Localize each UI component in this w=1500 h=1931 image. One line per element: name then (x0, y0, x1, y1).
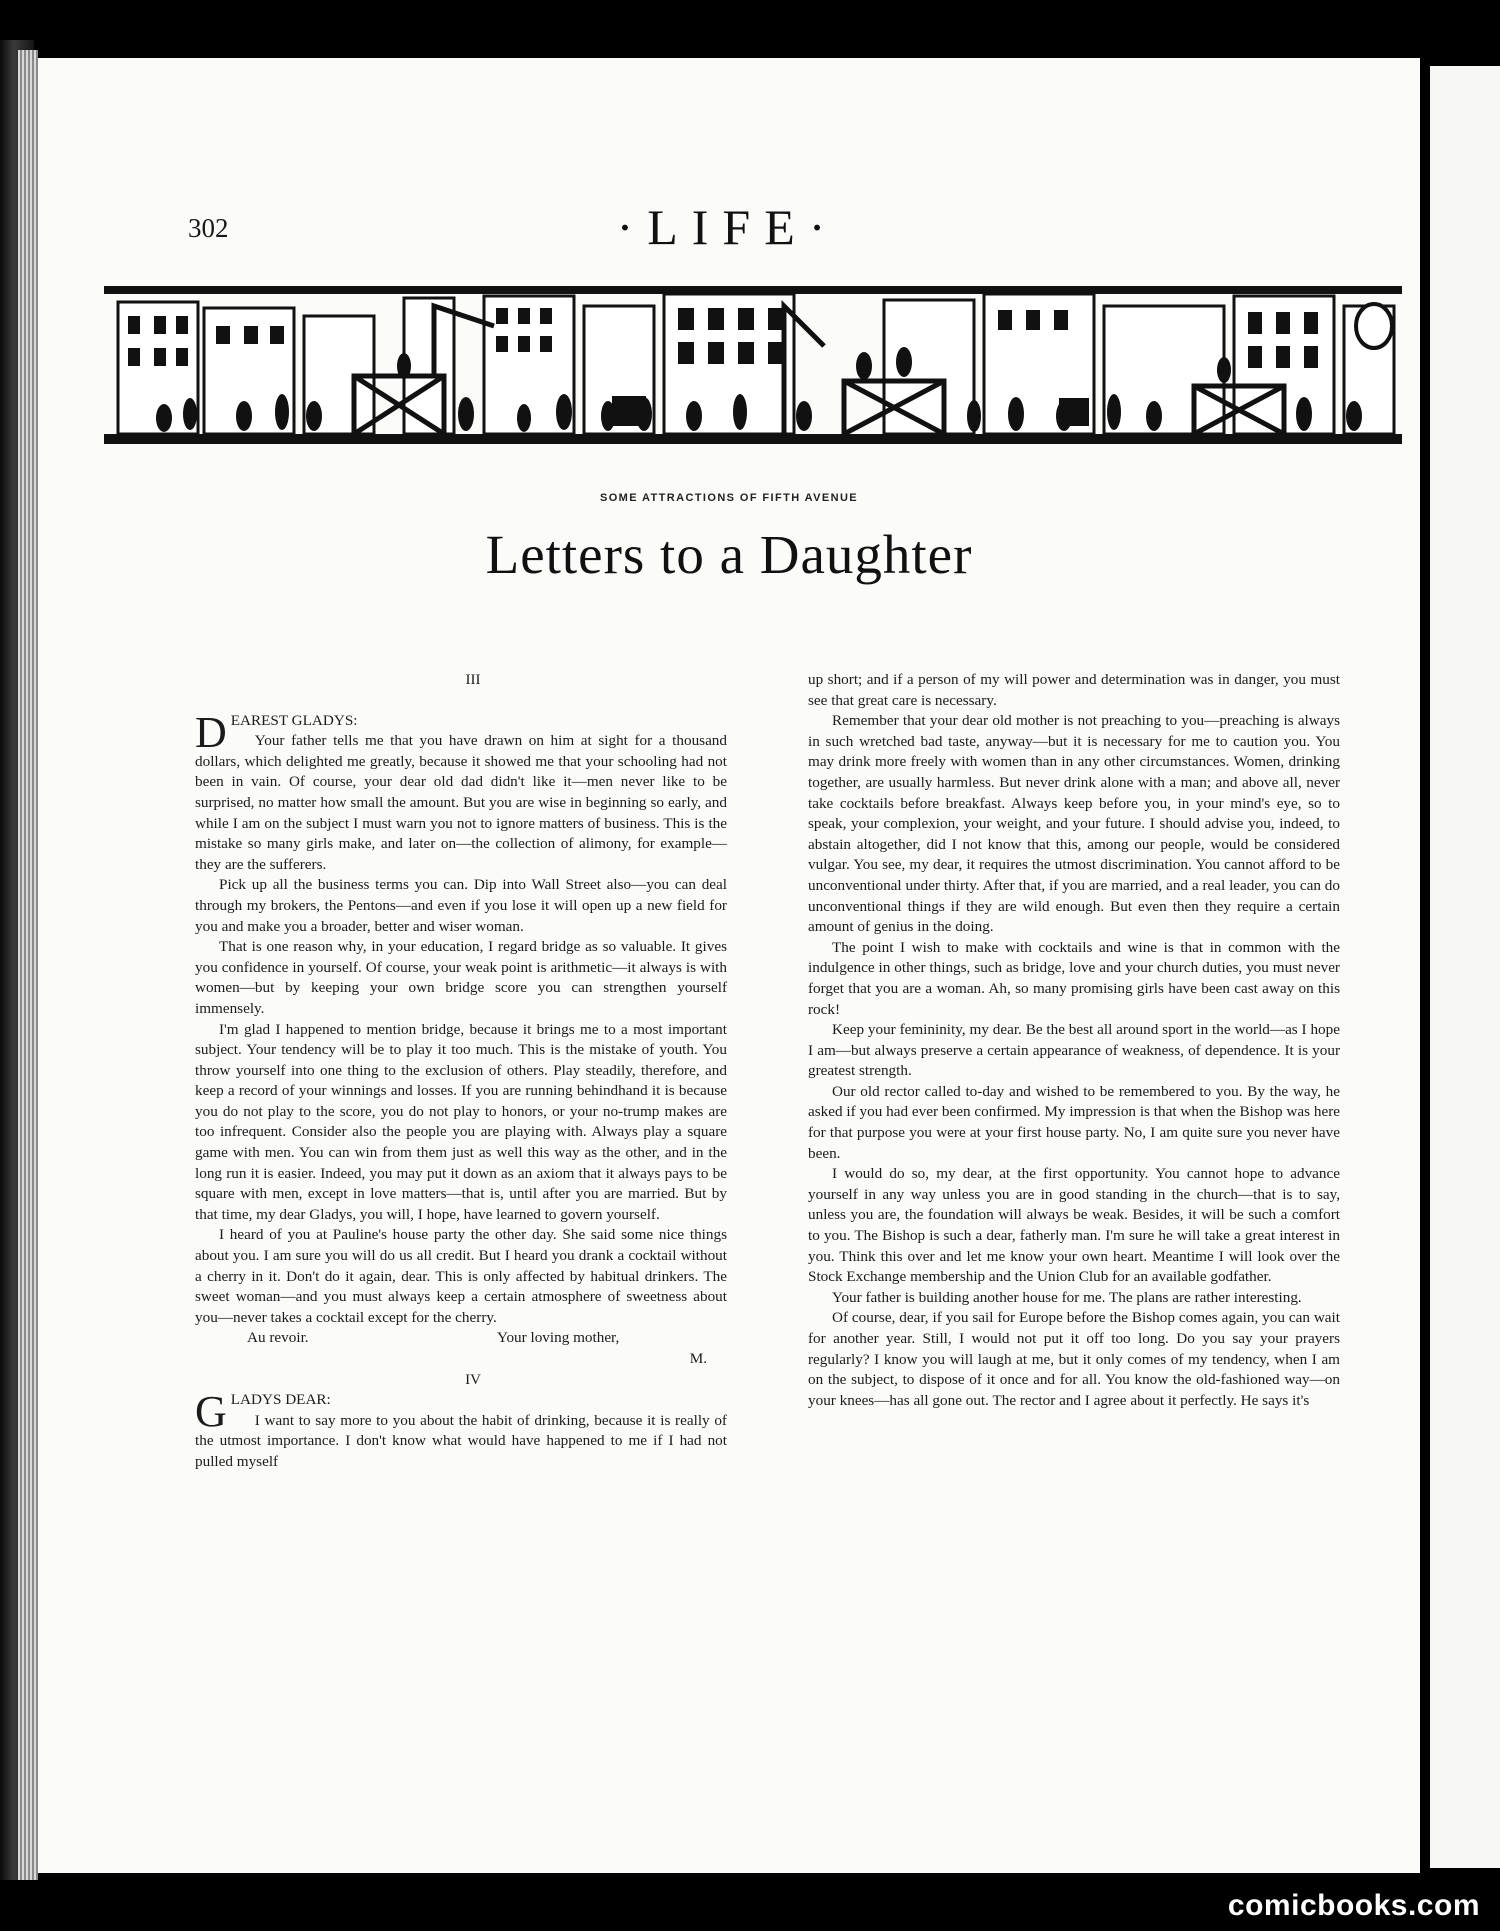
page-edges (18, 50, 38, 1880)
drop-cap-g: G (195, 1387, 227, 1437)
letter-iii-salutation: DEAREST GLADYS: (195, 707, 358, 757)
letter-iv-paragraph: The point I wish to make with cocktails and wine is that in common with the indulgence in other things, such as bridge, love and your church duties, you must never forget that you are a woman. Ah, so many promising girls have been cast away on this rock! (808, 938, 1340, 1018)
illustration-caption: SOME ATTRACTIONS OF FIFTH AVENUE (599, 492, 859, 504)
closing-right: Your loving mother, (497, 1329, 620, 1347)
page-number: 302 (188, 213, 229, 243)
letter-iv-paragraph: Of course, dear, if you sail for Europe before the Bishop comes again, you can wait for another year. Still, I would not put it off too long. Do you say your prayers regularly? I know you will laugh at me, but it only comes of my tendency, when I am on the subject, to dispose of it once and for all. You know the old-fashioned way—on your knees—has all gone out. The rector and I agree about it perfectly. He says it's (808, 1309, 1340, 1409)
signature: M. (689, 1350, 707, 1367)
letter-iv-paragraph: Your father is building another house for me. The plans are rather interesting. (832, 1288, 1302, 1306)
letter-iv-paragraph: Our old rector called to-day and wished to be remembered to you. By the way, he asked if you had ever been confirmed. My impression is that when the Bishop was here for that purpose you were at your first house party. No, I am quite sure you never have been. (808, 1082, 1340, 1162)
article-title: Letters to a Daughter (485, 524, 973, 585)
letter-iv-paragraph: I would do so, my dear, at the first opportunity. You cannot hope to advance yourself in any way unless you are in good standing in the church—that is to say, unless you are, the foundation will always be weak. Besides, it will be such a comfort to you. The Bishop is such a dear, fatherly man. I'm sure he will take a great interest in you. Think this over and let me know your own heart. Meantime I will look over the Stock Exchange membership and the Union Club for an available godfather. (808, 1165, 1340, 1286)
article-column-right (808, 670, 1340, 1411)
letter-iv-paragraph: up short; and if a person of my will power and determination was in danger, you must see that great care is necessary. (808, 671, 1340, 709)
letter-iii-paragraph: Your father tells me that you have drawn on him at sight for a thousand dollars, which delighted me greatly, because it showed me that your schooling had not been in vain. Of course, your dear old dad didn't like it—men never like to be surprised, no matter how small the amount. But you are wise in beginning so early, and while I am on the subject I must warn you not to ignore matters of business. This is the mistake so many girls make, and later on—the collection of alimony, for example—they are the sufferers. (195, 732, 727, 873)
site-watermark: comicbooks.com (1227, 1889, 1480, 1922)
letter-iii-numeral: III (465, 672, 481, 688)
article-column-left (195, 670, 727, 1473)
letter-iv-salutation: GLADYS DEAR: (195, 1387, 331, 1437)
drop-cap-d: D (195, 707, 227, 757)
letter-iii-paragraph: Pick up all the business terms you can. Dip into Wall Street also—you can deal through my brokers, the Pentons—and even if you lose it will open up a new field for you and make you a broader, better and wiser woman. (195, 876, 727, 935)
letter-iii-closing (195, 1328, 727, 1349)
letter-iii-paragraph: I'm glad I happened to mention bridge, because it brings me to a most important subject. Your tendency will be to play it too much. This is the mistake of youth. You throw yourself into one thing to the exclusion of others. Play steadily, therefore, and keep a record of your winnings and losses. If you are running behindhand it is because you do not play to the score, you do not play to honors, or your no-trump makes are too infrequent. Consider also the people you are playing with. Always play a square game with men. You can win from them just as well this way as the other, and in the long run it is easier. Indeed, you may put it down as an axiom that it always pays to be square with men, except in love matters—that is, until after you are married. But by that time, my dear Gladys, you will, I hope, have learned to govern yourself. (195, 1020, 727, 1223)
letter-iv-paragraph: I want to say more to you about the habit of drinking, because it is really of the utmost importance. I don't know what would have happened to me if I had not pulled myself (195, 1411, 727, 1470)
letter-iv-paragraph: Keep your femininity, my dear. Be the best all around sport in the world—as I hope I am—but always preserve a certain appearance of weakness, of dependence. It is your greatest strength. (808, 1021, 1340, 1080)
masthead: ·LIFE· (616, 199, 840, 255)
fifth-avenue-illustration (104, 286, 1402, 446)
scan-border-top (0, 0, 1500, 58)
letter-iii-paragraph: I heard of you at Pauline's house party the other day. She said some nice things about you. I am sure you will do us all credit. But I heard you drank a cocktail without a cherry in it. Don't do it again, dear. This is only affected by habitual drinkers. The sweet woman—and you must always keep a certain atmosphere of sweetness about you—never takes a cocktail except for the cherry. (195, 1226, 727, 1326)
closing-left: Au revoir. (247, 1329, 309, 1347)
magazine-page (38, 58, 1420, 1873)
letter-iv-numeral: IV (465, 1371, 481, 1388)
letter-iii-paragraph: That is one reason why, in your education, I regard bridge as so valuable. It gives you confidence in yourself. Of course, your weak point is arithmetic—it always is with women—but by keeping your own bridge score you can strengthen yourself immensely. (195, 938, 727, 1017)
letter-iv-paragraph: Remember that your dear old mother is not preaching to you—preaching is always in such wretched bad taste, anyway—but it is necessary for me to caution you. You may drink more freely with women than in any other circumstances. Women, drinking together, are usually harmless. But never drink alone with a man; and above all, never take cocktails before breakfast. Always keep before you, in your mind's eye, so to speak, your complexion, your weight, and your future. I should advise you, indeed, to abstain altogether, did I not know that this, among our people, would be considered vulgar. You see, my dear, it requires the utmost discrimination. You cannot afford to be unconventional under thirty. After that, if you are married, and a real leader, you can do unconventional things if they are wild enough. But even then they require a certain amount of genius in the doing. (808, 712, 1340, 936)
facing-page-edge (1424, 66, 1500, 1868)
